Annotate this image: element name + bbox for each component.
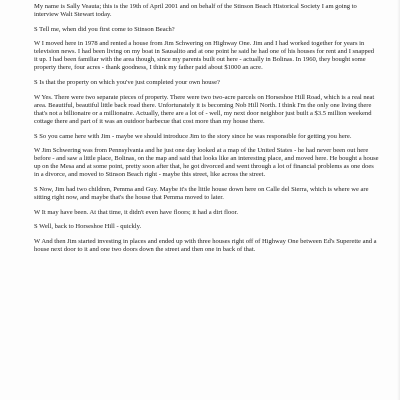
question-paragraph: S Is that the property on which you've just completed your own house?	[34, 79, 220, 87]
question-paragraph: S Well, back to Horseshoe Hill - quickly.	[34, 223, 142, 231]
question-paragraph: S Now, Jim had two children, Pemma and Guy. Maybe it's the little house down here on Calle del Sierra, which is where we are sitting right now, and maybe that's the house that Pemma moved to later.	[34, 185, 369, 201]
question-paragraph: S So you came here with Jim - maybe we should introduce Jim to the story since he was responsible for getting you here.	[34, 132, 352, 140]
intro-paragraph: My name is Sally Veauta; this is the 19th of April 2001 and on behalf of the Stinson Beach Historical Society I am going to interview Walt Stewart today.	[34, 3, 357, 19]
answer-paragraph: W Jim Schwering was from Pennsylvania and he just one day looked at a map of the United States - he had never been out here before - and saw a little place, Bolinas, on the map and said that looks like an interesting place, and moved here. He bought a house up on the Mesa and at some point, pretty soon after that, he got divorced and went through a lot of financial problems as one does in a divorce, and moved to Stinson Beach right - maybe this street, like across the street.	[34, 147, 379, 179]
answer-paragraph: W I moved here in 1978 and rented a house from Jim Schwering on Highway One. Jim and I had worked together for years in television news. I had been living on my boat in Sausalito and at one point he said he had one of his houses for rent and I snapped it up. I had been familiar with the area though, since my parents built out here - actually in Bolinas. In 1960, they bought some property there, four acres - thank goodness, I think my father paid about $1000 an acre.	[34, 40, 374, 72]
answer-paragraph: W Yes. There were two separate pieces of property. There were two two-acre parcels on Horseshoe Hill Road, which is a real neat area. Beautiful, beautiful little back road there. Unfortunately it is becoming Nob Hill North. I think I'm the only one living there that's not a billionaire or a millionaire. Actually, there are a lot of - well, my next door neighbor just built a $3.5 million weekend cottage there and part of it was an outdoor barbecue that cost more than my house there.	[34, 93, 375, 125]
answer-paragraph: W And then Jim started investing in places and ended up with three houses right off of Highway One between Ed's Superette and a house next door to it and one two doors down the street and then one in back of that.	[34, 237, 377, 253]
answer-paragraph: W It may have been. At that time, it didn't even have floors; it had a dirt floor.	[34, 208, 238, 216]
interview-transcript	[34, 3, 379, 261]
question-paragraph: S Tell me, when did you first come to Stinson Beach?	[34, 25, 175, 33]
